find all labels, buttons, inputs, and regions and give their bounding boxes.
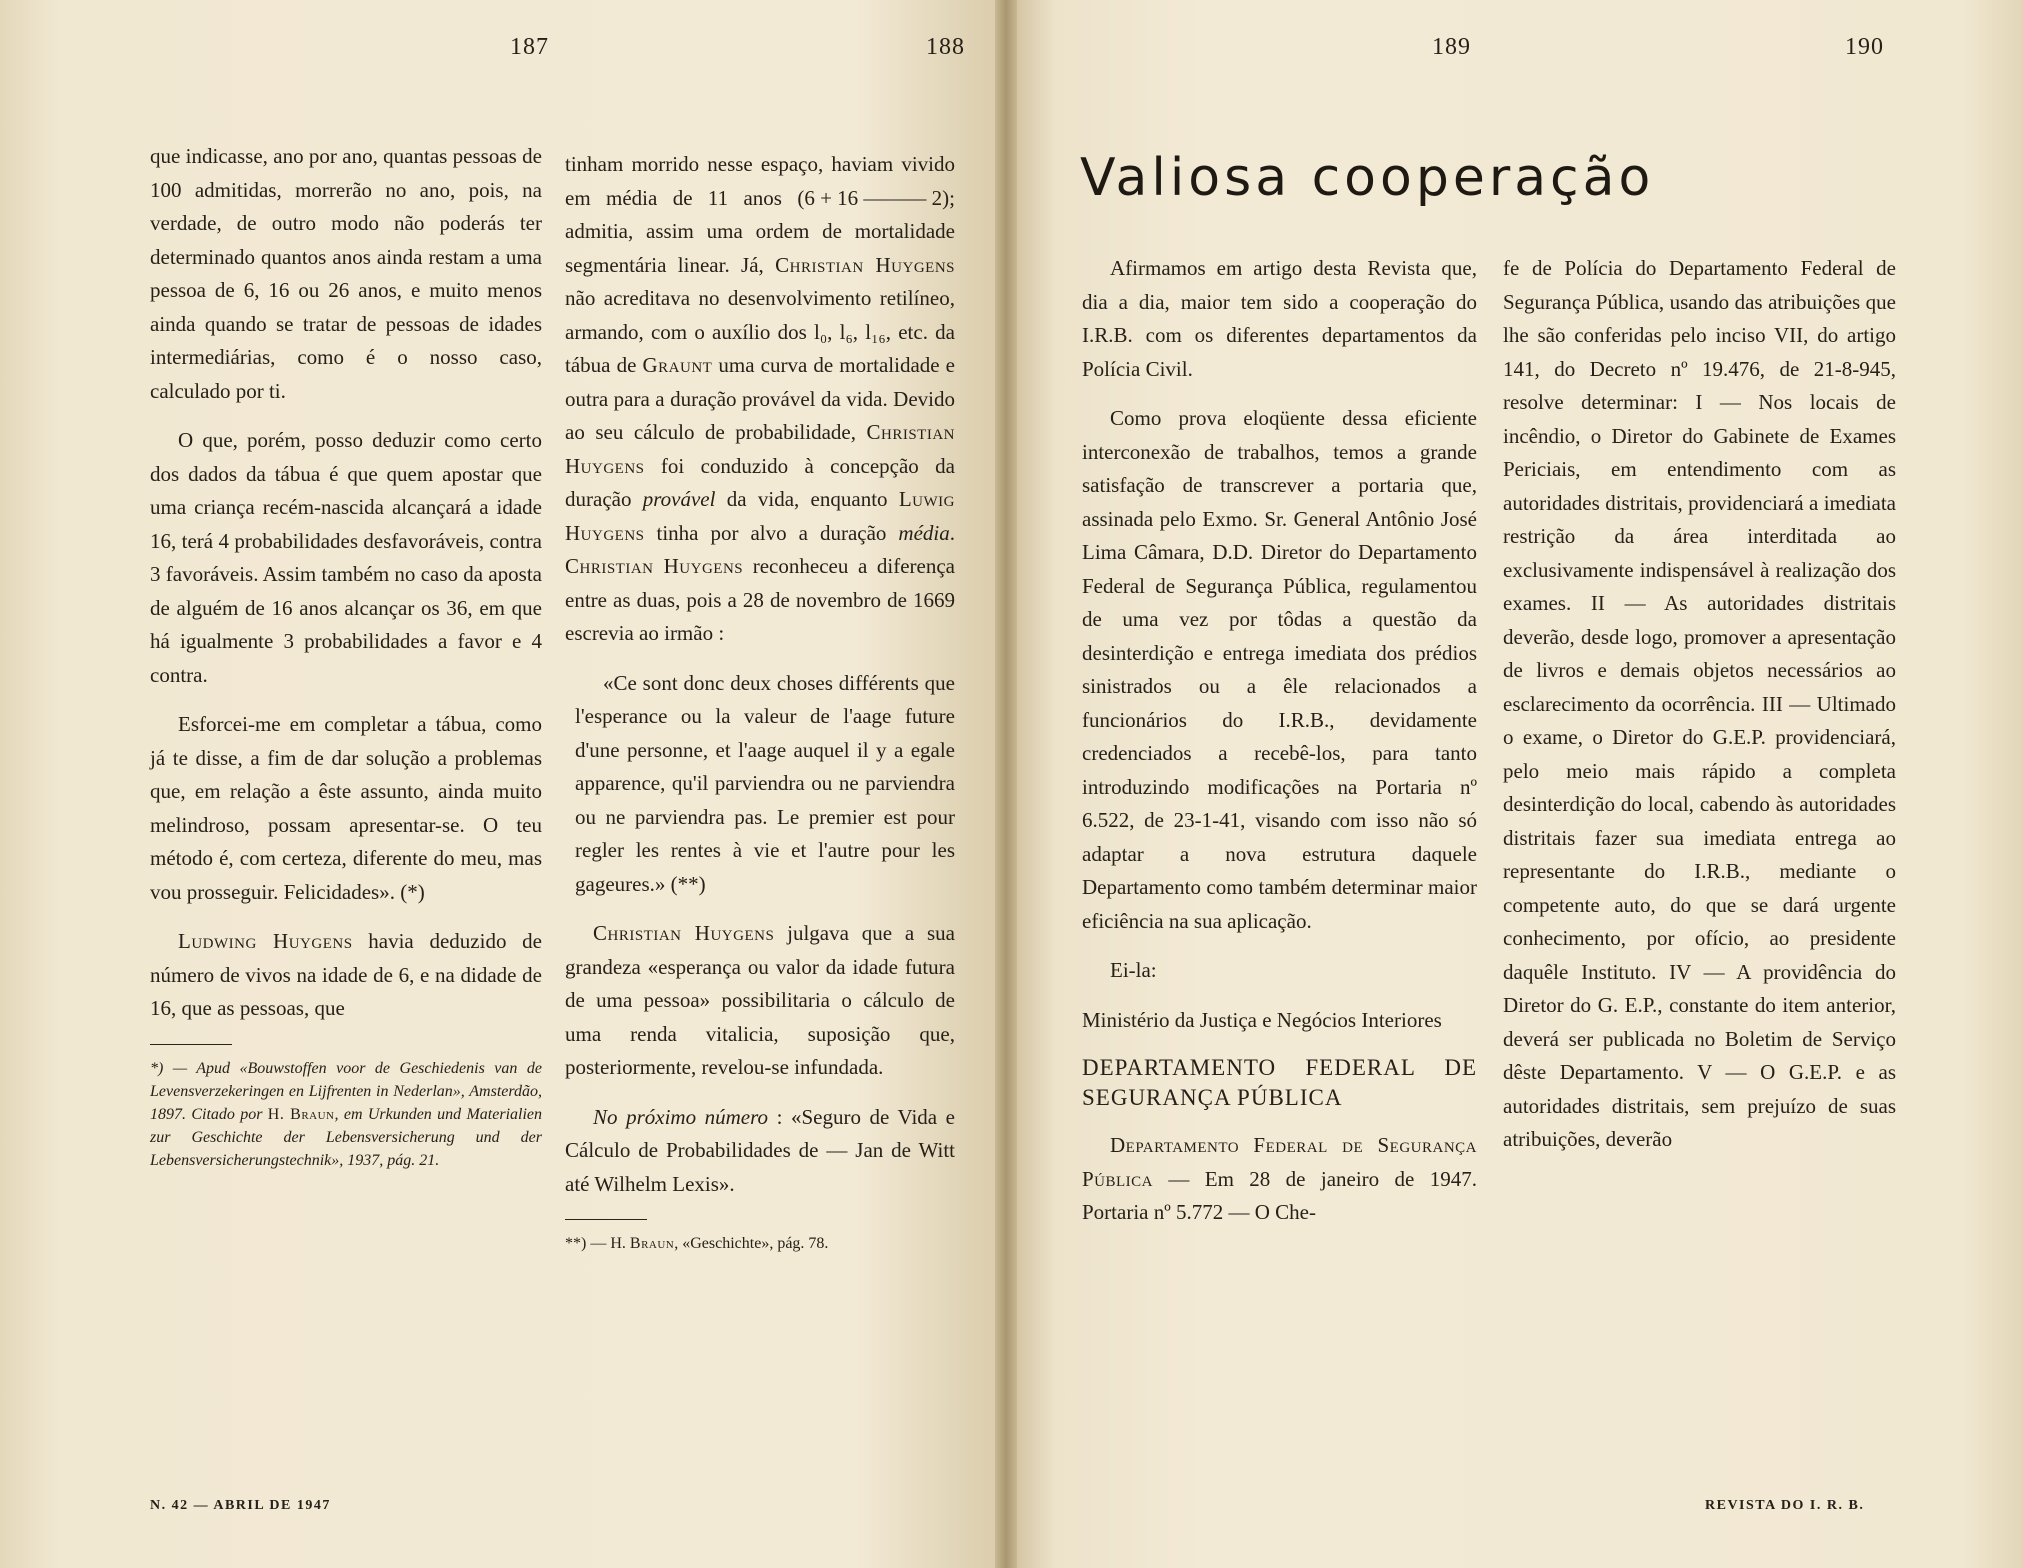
footnote: [150, 1057, 542, 1172]
footnote: [565, 1232, 955, 1255]
footnote-rule: [565, 1219, 647, 1220]
department-name: Departamento Federal de Segurança Pública: [1082, 1133, 1477, 1191]
paragraph: Como prova eloqüente dessa eficiente interconexão de trabalhos, temos a grande satisfação de transcrever a portaria que, assinada pelo Exmo. Sr. General Antônio José Lima Câmara, D.D. Diretor do Departamento Federal de Segurança Pública, regulamentou de uma vez por tôdas a questão da desinterdição e entrega imediata dos prédios sinistrados ou a êle relacionados a funcionários do I.R.B., devidamente credenciados a recebê-los, para tanto introduzindo modificações na Portaria nº 6.522, de 23-1-41, visando com isso não só adaptar a nova estrutura daquele Departamento como também determinar maior eficiência na sua aplicação.: [1082, 406, 1477, 933]
paragraph: [1082, 1129, 1477, 1230]
emphasis: média: [898, 520, 950, 545]
paragraph-text: reconheceu a diferença entre as duas, pois a 28 de novembro de 1669 escrevia ao irmão :: [565, 554, 955, 645]
paragraph: Ei-la:: [1110, 958, 1157, 982]
page-number-189: 189: [1432, 34, 1471, 60]
paragraph: [565, 148, 955, 651]
paragraph-text: uma curva de mortalidade e outra para a duração provável da vida. Devido ao seu cálculo de probabilidade,: [565, 353, 955, 444]
page-189-column: [1082, 252, 1477, 1246]
article-title: Valiosa cooperação: [1080, 148, 1655, 208]
paragraph: Afirmamos em artigo desta Revista que, dia a dia, maior tem sido a cooperação do I.R.B. com os diferentes departamentos da Polícia Civil.: [1082, 256, 1477, 381]
person-name: Luwig Huygens: [565, 487, 955, 545]
footnote-author: H. Braun: [267, 1105, 335, 1123]
fraction-bar: ———: [863, 185, 927, 210]
fraction: [804, 182, 942, 216]
page-187-column: [150, 140, 542, 1172]
ministry-line: Ministério da Justiça e Negócios Interiores: [1082, 1007, 1442, 1032]
paragraph-text: julgava que a sua grandeza «esperança ou valor da idade futura de uma pessoa» possibilitaria o cálculo de uma renda vitalicia, suposição que, posteriormente, revelou-se infundada.: [565, 921, 955, 1079]
paragraph-text: tinha por alvo a duração: [644, 520, 899, 545]
page-190-column: [1503, 252, 1896, 1173]
footer-magazine: REVISTA DO I. R. B.: [1705, 1498, 1865, 1513]
paragraph-text: havia deduzido de número de vivos na idade de 6, e na didade de 16, que as pessoas, que: [150, 929, 542, 1020]
department-heading: DEPARTAMENTO FEDERAL DE SEGURANÇA PÚBLICA: [1082, 1055, 1477, 1110]
emphasis: provável: [642, 487, 716, 511]
footnote-text: , «Geschichte», pág. 78.: [674, 1235, 829, 1252]
next-issue-text: : «Seguro de Vida e Cálculo de Probabilidades de — Jan de Witt até Wilhelm Lexis».: [565, 1104, 955, 1196]
paragraph: [565, 917, 955, 1085]
paragraph-text: ); admitia, assim uma ordem de mortalidade segmentária linear. Já,: [565, 185, 955, 277]
fraction-numerator: 6 + 16: [804, 185, 859, 210]
page-number-188: 188: [926, 34, 965, 60]
footnote-text: **) — H.: [565, 1235, 630, 1252]
paragraph: O que, porém, posso deduzir como certo dos dados da tábua é que quem apostar que uma criança recém-nascida alcançará a idade 16, terá 4 probabilidades desfavoráveis, contra 3 favoráveis. Assim também no caso da aposta de alguém de 16 anos alcançar os 36, em que há igualmente 3 probabilidades a favor e 4 contra.: [150, 428, 542, 687]
paragraph: Esforcei-me em completar a tábua, como já te disse, a fim de dar solução a problemas que, em relação a êste assunto, ainda muito melindroso, possam apresentar-se. O teu método é, com certeza, diferente do meu, mas vou prosseguir. Felicidades». (*): [150, 712, 542, 904]
footnote-author: Braun: [629, 1235, 675, 1252]
paragraph: [150, 925, 542, 1026]
next-issue-note: [565, 1101, 955, 1202]
footnote-text: , em Urkunden und Materialien zur Geschichte der Lebensversicherung und der Lebensversicherungstechnik», 1937, pág. 21.: [150, 1105, 542, 1169]
paragraph-text: da vida, enquanto: [715, 487, 899, 511]
paragraph: fe de Polícia do Departamento Federal de Segurança Pública, usando das atribuições que lhe são conferidas pelo inciso VII, do artigo 141, do Decreto nº 19.476, de 21-8-945, resolve determinar: I — Nos locais de incêndio, o Diretor do Gabinete de Exames Periciais, em entendimento com as autoridades distritais, providenciará a imediata restrição da área interditada ao exclusivamente indispensável à realização dos exames. II — As autoridades distritais deverão, desde logo, promover a apresentação de livros e demais objetos necessários ao esclarecimento da ocorrência. III — Ultimado o exame, o Diretor do G.E.P. providenciará, pelo meio mais rápido a completa desinterdição do local, cabendo às autoridades distritais fazer sua imediata entrega ao representante do I.R.B., mediante o competente auto, do que se dará urgente conhecimento, por ofício, ao presidente daquêle Instituto. IV — A providência do Diretor do G. E.P., constante do item anterior, deverá ser publicada no Boletim de Serviço dêste Departamento. V — O G.E.P. e as autoridades distritais, sem prejuízo de suas atribuições, deverão: [1503, 256, 1896, 1151]
paragraph-text: foi conduzido à concepção da duração: [565, 453, 955, 511]
french-quote: «Ce sont donc deux choses différents que l'esperance ou la valeur de l'aage future d'une personne, et l'aage auquel il y a egale apparence, qu'il parviendra ou ne parviendra ou ne parviendra pas. Le premier est pour regler les rentes à vie et l'autre pour les gageures.» (**): [575, 670, 955, 896]
person-name: Christian Huygens: [775, 252, 955, 277]
paragraph-text: tinham morrido nesse espaço, haviam vivido em média de 11 anos (: [565, 152, 955, 210]
paragraph-text: .: [949, 520, 955, 545]
paragraph-text: — Em 28 de janeiro de 1947. Portaria nº 5.772 — O Che-: [1082, 1166, 1477, 1224]
person-name: Christian Huygens: [593, 921, 775, 945]
fraction-denominator: 2: [931, 185, 943, 210]
person-name: Ludwing Huygens: [178, 929, 353, 953]
page-number-187: 187: [510, 34, 549, 60]
footnote-rule: [150, 1044, 232, 1045]
page-number-190: 190: [1845, 34, 1884, 60]
person-name: Graunt: [642, 353, 713, 377]
paragraph-text: não acreditava no desenvolvimento retilíneo, armando, com o auxílio dos l₀, l₆, l₁₆, etc. da tábua de: [565, 286, 955, 377]
footer-issue: N. 42 — ABRIL DE 1947: [150, 1498, 331, 1513]
person-name: Christian Huygens: [565, 554, 744, 578]
paragraph: que indicasse, ano por ano, quantas pessoas de 100 admitidas, morrerão no ano, pois, na verdade, de outro modo não poderás ter determinado quantos anos ainda restam a uma pessoa de 6, 16 ou 26 anos, e muito menos ainda quando se tratar de pessoas de idades intermediárias, como é o nosso caso, calculado por ti.: [150, 144, 542, 403]
person-name: Christian Huygens: [565, 420, 955, 478]
next-issue-label: No próximo número: [593, 1104, 769, 1129]
footnote-text: *) — Apud «Bouwstoffen voor de Geschiedenis van de Levensverzekeringen en Lijfrenten in Nederlan», Amsterdão, 1897. Citado por: [150, 1059, 542, 1123]
page-188-column: [565, 148, 955, 1255]
book-gutter: [995, 0, 1017, 1568]
